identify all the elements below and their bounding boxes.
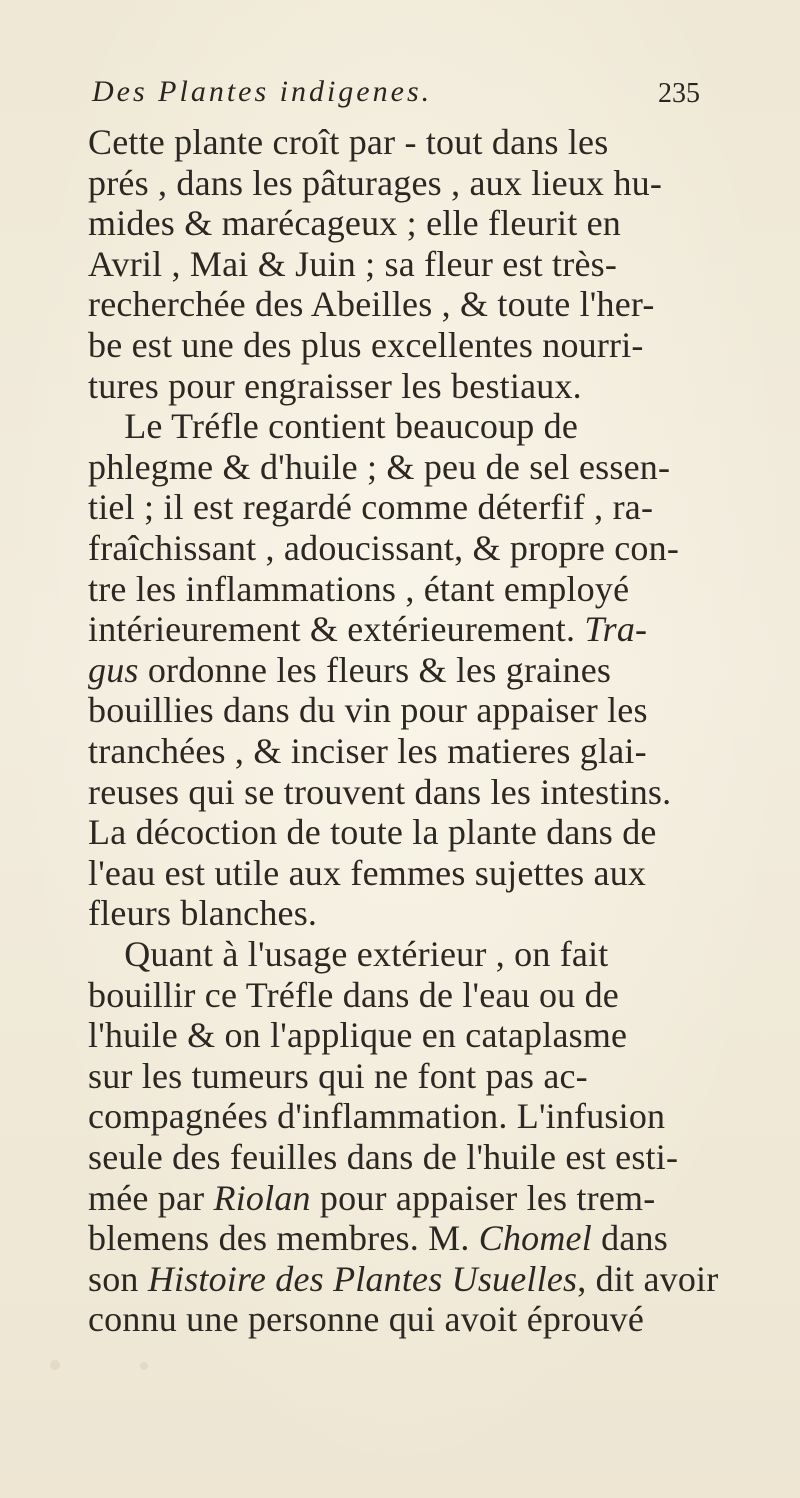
running-header: Des Plantes indigenes. xyxy=(92,75,433,108)
text-line: La décoction de toute la plante dans de xyxy=(88,812,657,853)
text-line: bouillir ce Tréfle dans de l'eau ou de xyxy=(88,974,619,1015)
text-line: seule des feuilles dans de l'huile est esti- xyxy=(88,1137,679,1177)
text-line: be est une des plus excellentes nourri- xyxy=(88,325,644,365)
text-line: mides & marécageux ; elle fleurit en xyxy=(88,203,621,244)
italic-text: Chomel xyxy=(478,1218,592,1259)
text-line: mée par Riolan pour appaiser les trem- xyxy=(88,1177,656,1218)
text-line: fraîchissant , adoucissant, & propre con- xyxy=(88,528,680,568)
text-line: recherchée des Abeilles , & toute l'her- xyxy=(88,284,655,325)
text-line: son Histoire des Plantes Usuelles, dit avoir xyxy=(88,1258,719,1299)
text-line: reuses qui se trouvent dans les intestins. xyxy=(88,771,672,812)
italic-text: Tra- xyxy=(584,609,648,650)
text-line: Le Tréfle contient beaucoup de xyxy=(88,406,579,447)
text-line: Quant à l'usage extérieur , on fait xyxy=(88,934,609,974)
text-line: phlegme & d'huile ; & peu de sel essen- xyxy=(88,446,671,487)
text-line: fleurs blanches. xyxy=(88,893,318,934)
italic-text: Histoire des Plantes Usuelles xyxy=(147,1258,578,1299)
text-line: Avril , Mai & Juin ; sa fleur est très- xyxy=(88,243,618,284)
page-number: 235 xyxy=(658,78,700,109)
text-line: tiel ; il est regardé comme déterfif , ra- xyxy=(88,487,654,528)
text-line: l'huile & on l'applique en cataplasme xyxy=(88,1015,628,1056)
paper-stain xyxy=(50,1360,60,1370)
text-line: tranchées , & inciser les matieres glai- xyxy=(88,731,647,771)
text-line: tures pour engraisser les bestiaux. xyxy=(88,365,582,406)
text-line: prés , dans les pâturages , aux lieux hu- xyxy=(88,162,663,203)
italic-text: gus xyxy=(88,649,139,690)
paper-stain xyxy=(140,1362,148,1370)
text-line: compagnées d'inflammation. L'infusion xyxy=(88,1096,666,1137)
text-line: l'eau est utile aux femmes sujettes aux xyxy=(88,852,647,893)
text-line: bouillies dans du vin pour appaiser les xyxy=(88,690,648,731)
text-line: intérieurement & extérieurement. Tra- xyxy=(88,609,648,650)
text-line: blemens des membres. M. Chomel dans xyxy=(88,1218,668,1259)
text-line: gus ordonne les fleurs & les graines xyxy=(88,649,612,690)
text-line: sur les tumeurs qui ne font pas ac- xyxy=(88,1055,588,1096)
italic-text: Riolan xyxy=(213,1177,311,1218)
text-line: connu une personne qui avoit éprouvé xyxy=(88,1299,645,1340)
text-line: tre les inflammations , étant employé xyxy=(88,568,630,609)
text-line: Cette plante croît par - tout dans les xyxy=(88,122,609,162)
